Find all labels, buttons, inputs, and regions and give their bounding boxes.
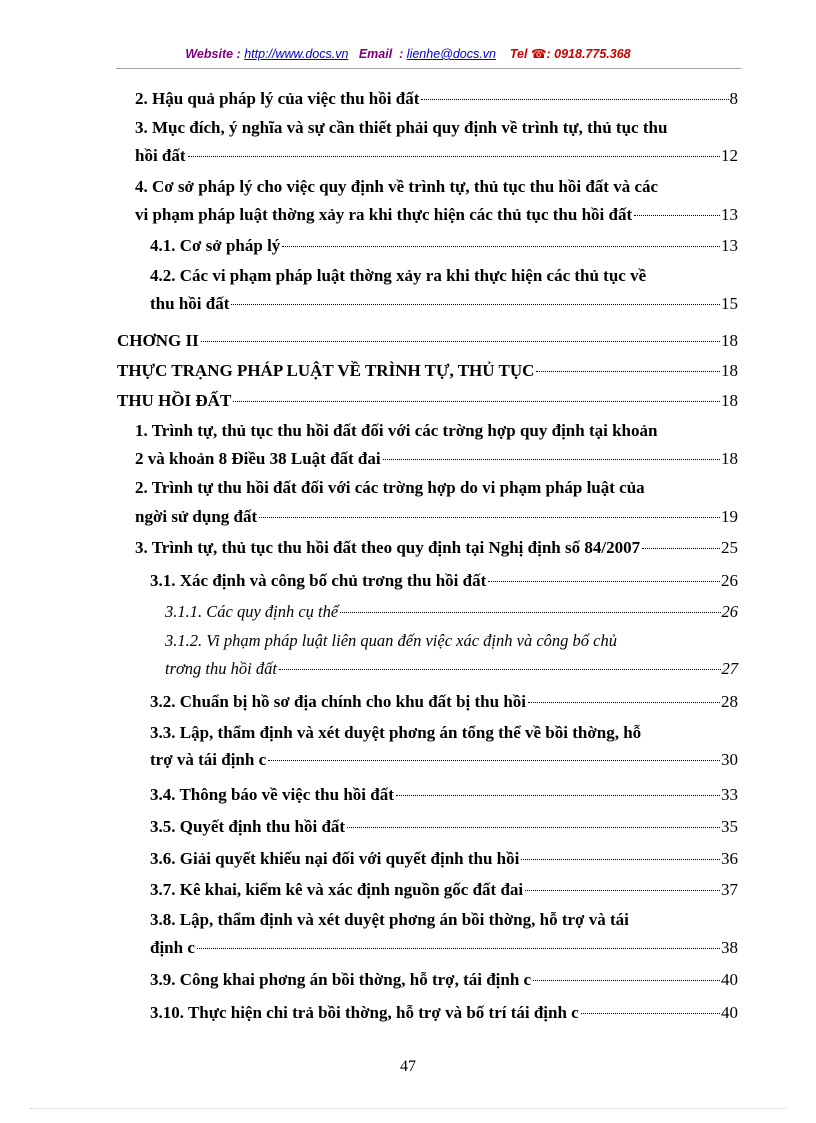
toc-entry-page: 12 [721,146,738,165]
toc-entry-page: 38 [721,938,738,957]
toc-entry[interactable] [165,602,738,622]
toc-entry-page: 35 [721,817,738,836]
toc-entry-page: 37 [721,880,738,899]
toc-entry[interactable] [165,659,738,679]
toc-entry-title: CHƠNG II [117,331,199,350]
toc-entry-title: hồi đất [135,146,186,165]
website-label: Website : [185,47,241,61]
toc-entry[interactable] [150,236,738,256]
toc-entry-title: trơng thu hồi đất [165,659,277,678]
website-link[interactable]: http://www.docs.vn [244,47,349,61]
toc-entry-title-line[interactable]: 4. Cơ sở pháp lý cho việc quy định về trình tự, thủ tục thu hồi đất và các [135,177,659,196]
dot-leader [536,371,720,372]
dot-leader [521,859,720,860]
toc-entry[interactable] [135,507,738,527]
toc-entry-title: THU HỒI ĐẤT [117,391,232,410]
toc-entry-page: 36 [721,849,738,868]
toc-entry-page: 13 [721,205,738,224]
toc-entry-title: 3.5. Quyết định thu hồi đất [150,817,346,836]
toc-entry-page: 30 [721,750,738,769]
toc-entry-title: 2. Hậu quả pháp lý của việc thu hồi đất [135,89,420,108]
phone-icon: ☎ [530,47,547,61]
dot-leader [488,581,720,582]
email-label: Email [358,47,393,61]
dot-leader [525,890,720,891]
toc-entry-page: 19 [721,507,738,526]
toc-entry-title: thu hồi đất [150,294,230,313]
toc-entry[interactable] [150,817,738,837]
dot-leader [383,459,720,460]
toc-entry-page: 18 [721,391,738,410]
toc-entry[interactable] [150,1003,738,1023]
toc-entry-page: 18 [721,449,738,468]
dot-leader [642,548,720,549]
toc-entry-page: 13 [721,236,738,255]
dot-leader [340,612,720,613]
dot-leader [347,827,720,828]
toc-entry-page: 15 [721,294,738,313]
toc-entry-title: 3.7. Kê khai, kiểm kê và xác định nguồn gốc đất đai [150,880,524,899]
email-link[interactable]: lienhe@docs.vn [406,47,496,61]
page-number: 47 [400,1058,416,1075]
toc-entry[interactable] [150,938,738,958]
toc-entry-title: 3.4. Thông báo về việc thu hồi đất [150,785,394,804]
dot-leader [396,795,720,796]
toc-entry-title: 3.10. Thực hiện chi trả bồi thờng, hỗ trợ và bố trí tái định c [150,1003,579,1022]
toc-entry[interactable] [135,205,738,225]
toc-entry[interactable] [117,361,738,381]
toc-entry[interactable] [150,880,738,900]
toc-entry[interactable] [135,89,738,109]
toc-entry[interactable] [150,970,738,990]
toc-entry-title: trợ và tái định c [150,750,267,769]
toc-entry-title-line[interactable]: 3.1.2. Vi phạm pháp luật liên quan đến việc xác định và công bố chủ [165,631,617,650]
dot-leader [188,156,720,157]
toc-entry-page: 40 [721,1003,738,1022]
toc-entry-title: 3.9. Công khai phơng án bồi thờng, hỗ trợ, tái định c [150,970,532,989]
toc-entry-page: 25 [721,538,738,557]
dot-leader [634,215,720,216]
toc-entry-title-line[interactable]: 3.3. Lập, thẩm định và xét duyệt phơng án tổng thể về bồi thờng, hỗ [150,723,642,742]
toc-entry-title: 4.1. Cơ sở pháp lý [150,236,281,255]
toc-entry[interactable] [150,692,738,712]
toc-entry-page: 26 [721,571,738,590]
dot-leader [421,99,728,100]
toc-entry[interactable] [150,750,738,770]
dot-leader [231,304,720,305]
dot-leader [282,246,720,247]
toc-entry-title: 3.1. Xác định và công bố chủ trơng thu hồi đất [150,571,487,590]
toc-entry[interactable] [135,146,738,166]
toc-entry-page: 18 [721,331,738,350]
toc-entry[interactable] [150,571,738,591]
toc-entry[interactable] [150,785,738,805]
dot-leader [528,702,720,703]
dot-leader [268,760,720,761]
toc-entry-title: 3.1.1. Các quy định cụ thể [165,602,339,621]
page-bottom-edge [30,1108,786,1109]
dot-leader [279,669,721,670]
toc-entry-title-line[interactable]: 3. Mục đích, ý nghĩa và sự cần thiết phải quy định về trình tự, thủ tục thu [135,118,668,137]
toc-entry[interactable] [117,331,738,351]
toc-entry[interactable] [150,849,738,869]
toc-entry-title-line[interactable]: 3.8. Lập, thẩm định và xét duyệt phơng án bồi thờng, hỗ trợ và tái [150,910,629,929]
toc-entry[interactable] [117,391,738,411]
dot-leader [197,948,720,949]
dot-leader [581,1013,720,1014]
toc-entry-page: 27 [721,659,738,678]
toc-entry[interactable] [135,449,738,469]
toc-entry-title: vi phạm pháp luật thờng xảy ra khi thực hiện các thủ tục thu hồi đất [135,205,633,224]
toc-entry-title: 3.6. Giải quyết khiếu nại đối với quyết định thu hồi [150,849,520,868]
dot-leader [233,401,720,402]
toc-entry[interactable] [135,538,738,558]
toc-entry-page: 8 [729,89,738,108]
toc-entry-title: định c [150,938,195,957]
toc-entry-page: 33 [721,785,738,804]
email-separator: : [399,47,404,61]
toc-entry-title: THỰC TRẠNG PHÁP LUẬT VỀ TRÌNH TỰ, THỦ TỤC [117,361,535,380]
toc-entry-title-line[interactable]: 4.2. Các vi phạm pháp luật thờng xảy ra khi thực hiện các thủ tục về [150,266,647,285]
tel-label: Tel [509,47,528,61]
toc-entry-page: 40 [721,970,738,989]
toc-entry-page: 18 [721,361,738,380]
toc-entry-title-line[interactable]: 1. Trình tự, thủ tục thu hồi đất đối với các trờng hợp quy định tại khoản [135,421,658,440]
toc-entry-title: 3.2. Chuẩn bị hồ sơ địa chính cho khu đất bị thu hồi [150,692,527,711]
toc-entry-title-line[interactable]: 2. Trình tự thu hồi đất đối với các trờng hợp do vi phạm pháp luật của [135,478,645,497]
toc-entry-page: 28 [721,692,738,711]
dot-leader [533,980,720,981]
toc-entry-title: ngời sử dụng đất [135,507,258,526]
toc-entry-title: 3. Trình tự, thủ tục thu hồi đất theo quy định tại Nghị định số 84/2007 [135,538,641,557]
dot-leader [259,517,720,518]
toc-entry[interactable] [150,294,738,314]
phone-number: : 0918.775.368 [546,47,631,61]
toc-entry-title: 2 và khoản 8 Điều 38 Luật đất đai [135,449,381,468]
toc-entry-page: 26 [721,602,738,621]
dot-leader [201,341,720,342]
